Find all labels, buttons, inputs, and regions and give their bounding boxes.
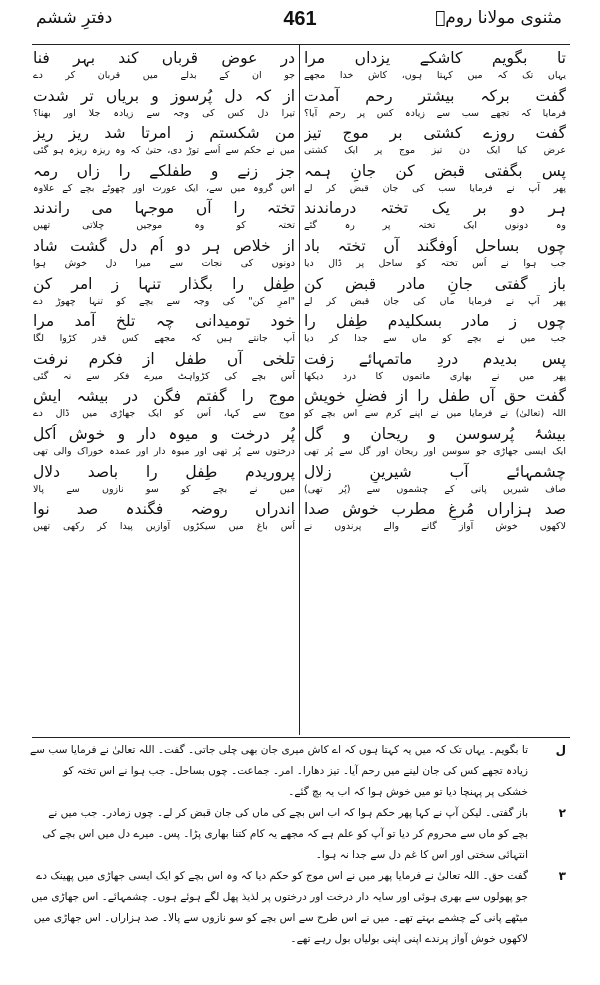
verse-couplet-half	[33, 161, 295, 199]
urdu-translation: جب ہوا نے اُس تختہ کو ساحل پر ڈال دیا	[304, 257, 566, 269]
urdu-translation: آپ جانتے ہیں کہ مجھے کس قدر کڑوا لگا	[33, 333, 295, 345]
verse-couplet-half	[304, 424, 566, 462]
verse-couplet-half	[304, 349, 566, 387]
verse-couplet-half	[304, 86, 566, 124]
footnote	[30, 740, 566, 803]
verse-couplet-half	[304, 386, 566, 424]
footnote-marker: ۳	[558, 869, 566, 883]
persian-verse: چوں ز مادر بسکلیدم طِفل را	[304, 312, 566, 331]
urdu-translation: اُس بچے کی کڑواہٹ میرے فکر سے نہ گئی	[33, 370, 295, 382]
urdu-translation: ایک ایسی جھاڑی جو سوسن اور ریحان اور گل سے پُر تھی	[304, 445, 566, 457]
urdu-translation: صاف شیریں پانی کے چشموں سے (پُر تھی)	[304, 483, 566, 495]
persian-verse: از خلاص ہر دو اُم دل گشت شاد	[33, 236, 295, 255]
page-number: 461	[283, 8, 317, 30]
persian-verse: من شکستم ز امرتا شد ریز ریز	[33, 124, 295, 143]
footnotes	[30, 740, 566, 950]
verse-couplet-half	[33, 86, 295, 124]
urdu-translation: اُس باغ میں سیکڑوں آوازیں پیدا کر رکھی تھیں	[33, 521, 295, 533]
verse-couplet-half	[33, 386, 295, 424]
footnote	[30, 866, 566, 950]
footnote-rule	[32, 737, 570, 738]
verse-couplet-half	[304, 462, 566, 500]
right-column	[304, 48, 566, 537]
urdu-translation: دونوں کی نجات سے میرا دل خوش ہوا	[33, 257, 295, 269]
volume-title: دفترِ ششم	[36, 8, 113, 28]
urdu-translation: اللہ (تعالیٰ) نے فرمایا میں نے اپنے کرم سے اس بچے کو	[304, 408, 566, 420]
urdu-translation: میں نے بچے کو سو نازوں سے پالا	[33, 483, 295, 495]
verse-couplet-half	[33, 311, 295, 349]
persian-verse: گفت برکہ بیشتر رحم آمدت	[304, 86, 566, 105]
persian-verse: پس بگفتی قبض کن جانِ ہمہ	[304, 161, 566, 180]
urdu-translation: وہ دونوں ایک تختہ پر رہ گئے	[304, 220, 566, 232]
verse-couplet-half	[33, 274, 295, 312]
verse-couplet-half	[304, 499, 566, 537]
urdu-translation: میں نے حکم سے اُسے توڑ دی، حتیٰ کہ وہ ریزہ ریزہ ہو گئی	[33, 145, 295, 157]
urdu-translation: لاکھوں خوش آواز گانے والے پرندوں نے	[304, 521, 566, 533]
persian-verse: خود تومیدانی چہ تلخ آمد مرا	[33, 312, 295, 331]
persian-verse: ہر دو بر یک تختہ درماندند	[304, 199, 566, 218]
verse-couplet-half	[304, 311, 566, 349]
urdu-translation: فرمایا کہ تجھے سب سے زیادہ کس پر رحم آیا؟	[304, 107, 566, 119]
persian-verse: صد ہزاراں مُرغِ مطرب خوش صدا	[304, 500, 566, 519]
verse-couplet-half	[33, 48, 295, 86]
urdu-translation: جب میں نے بچے کو ماں سے جدا کر دیا	[304, 333, 566, 345]
persian-verse: در عوض قرباں کند بہر فنا	[33, 49, 295, 67]
persian-verse: گفت حق آں طفل را از فضلِ خویش	[304, 387, 566, 406]
persian-verse: باز گفتی جانِ مادر قبض کن	[304, 274, 566, 293]
left-column	[33, 48, 295, 537]
urdu-translation: پھر میں نے بھاری ماتموں کا درد دیکھا	[304, 370, 566, 382]
footnote-text: گفت حق۔ اللہ تعالیٰ نے فرمایا پھر میں نے اس موج کو حکم دیا کہ وہ اس بچے کو ایک ایسی جھاڑی میں پھینک دے جو پھولوں سے بھری ہوئی اور سایہ دار درخت اور درختوں پر لذیذ پھل لگے ہوئے ہوں۔ چشمہائے۔ اس جھاڑی میں میٹھے پانی کے چشمے بہتے تھے۔ میں نے اس طرح سے اس بچے کو سو نازوں سے پالا۔ صد ہزاراں۔ اس جھاڑی میں لاکھوں خوش آواز پرندے اپنی اپنی بولیاں بول رہے تھے۔	[31, 870, 528, 945]
persian-verse: طِفل را بگذار تنہا ز امر کن	[33, 274, 295, 293]
verse-couplet-half	[33, 123, 295, 161]
verse-couplet-half	[304, 161, 566, 199]
verse-couplet-half	[304, 198, 566, 236]
urdu-translation: پھر آپ نے فرمایا ماں کی جان قبض کر لے	[304, 295, 566, 307]
persian-verse: چشمہائے آب شیرینِ زلال	[304, 462, 566, 481]
verse-couplet-half	[33, 236, 295, 274]
urdu-translation: درختوں سے پُر تھی اور میوہ دار اور عمدہ خوراک والی تھی	[33, 445, 295, 457]
verse-couplet-half	[304, 48, 566, 86]
verse-couplet-half	[33, 462, 295, 500]
persian-verse: پس بدیدم دردِ ماتمہائے زفت	[304, 349, 566, 368]
footnote-marker: ل	[555, 743, 566, 757]
urdu-translation: عرض کیا ایک دن تیز موج پر ایک کشتی	[304, 145, 566, 157]
urdu-translation: تیرا دل کس کی وجہ سے زیادہ جلا اور بھنا؟	[33, 107, 295, 119]
persian-verse: از کہ دل پُرسوز و بریاں تر شدت	[33, 86, 295, 105]
persian-verse: تلخی آں طفل از فکرم نرفت	[33, 349, 295, 368]
footnote	[30, 803, 566, 866]
verse-couplet-half	[304, 274, 566, 312]
persian-verse: جز زنے و طفلکے را زاں رمہ	[33, 161, 295, 180]
persian-verse: پُر درخت و میوہ دار و خوش اُکل	[33, 424, 295, 443]
urdu-translation: تختہ کو وہ موجیں چلاتی تھیں	[33, 220, 295, 232]
persian-verse: تا بگویم کاشکے یزداں مرا	[304, 49, 566, 67]
persian-verse: موج را گفتم فگن در بیشہ ایش	[33, 387, 295, 406]
urdu-translation: جو ان کے بدلے میں قربان کر دے	[33, 70, 295, 81]
persian-verse: تختہ را آں موجہا می راندند	[33, 199, 295, 218]
footnote-text: تا بگویم۔ یہاں تک کہ میں یہ کہتا ہوں کہ اے کاش میری جان بھی چلی جاتی۔ گفت۔ اللہ تعالیٰ نے فرمایا سب سے زیادہ تجھے کس کی جان لینے میں رحم آیا۔ تیز دھارا۔ امر۔ جماعت۔ چوں بساحل۔ جب ہوا نے اس تختہ کو خشکی پر پہنچا دیا تو میں خوش ہوا کہ اب یہ بچ گئے۔	[30, 744, 528, 798]
verse-couplet-half	[33, 349, 295, 387]
header-rule	[32, 44, 570, 45]
urdu-translation: اس گروہ میں سے، ایک عورت اور چھوٹے بچے کے علاوہ	[33, 182, 295, 194]
persian-verse: بیشۂ پُرسوسن و ریحان و گل	[304, 424, 566, 443]
urdu-translation: موج سے کہا، اُس کو ایک جھاڑی میں ڈال دے	[33, 408, 295, 420]
urdu-translation: یہاں تک کہ میں کہتا ہوں، کاش خدا مجھے	[304, 70, 566, 81]
urdu-translation: پھر آپ نے فرمایا سب کی جان قبض کر لے	[304, 182, 566, 194]
persian-verse: پروریدم طِفل را باصد دلال	[33, 462, 295, 481]
running-title: مثنوی مولانا رومؒ	[435, 8, 562, 28]
verse-couplet-half	[33, 424, 295, 462]
column-divider	[299, 45, 300, 735]
persian-verse: اندراں روضہ فگندہ صد نوا	[33, 500, 295, 519]
verse-couplet-half	[33, 499, 295, 537]
verse-couplet-half	[33, 198, 295, 236]
urdu-translation: "امرِ کن" کی وجہ سے بچے کو تنہا چھوڑ دے	[33, 295, 295, 307]
footnote-marker: ۲	[558, 806, 566, 820]
verse-couplet-half	[304, 236, 566, 274]
verse-couplet-half	[304, 123, 566, 161]
footnote-text: باز گفتی۔ لیکن آپ نے کہا پھر حکم ہوا کہ اب اس بچے کی ماں کی جان قبض کر لے۔ چوں زمادر۔ جب میں نے بچے کو ماں سے محروم کر دیا تو آپ کو علم ہے کہ مجھے یہ کام کتنا بھاری پڑا۔ پس۔ میرے دل میں اس بچے کی انتہائی سختی اور اس کا غم دل سے جدا نہ ہوا۔	[42, 807, 528, 861]
persian-verse: چوں بساحل اُوفگند آں تختہ باد	[304, 236, 566, 255]
persian-verse: گفت روزے کشتی بر موج تیز	[304, 124, 566, 143]
